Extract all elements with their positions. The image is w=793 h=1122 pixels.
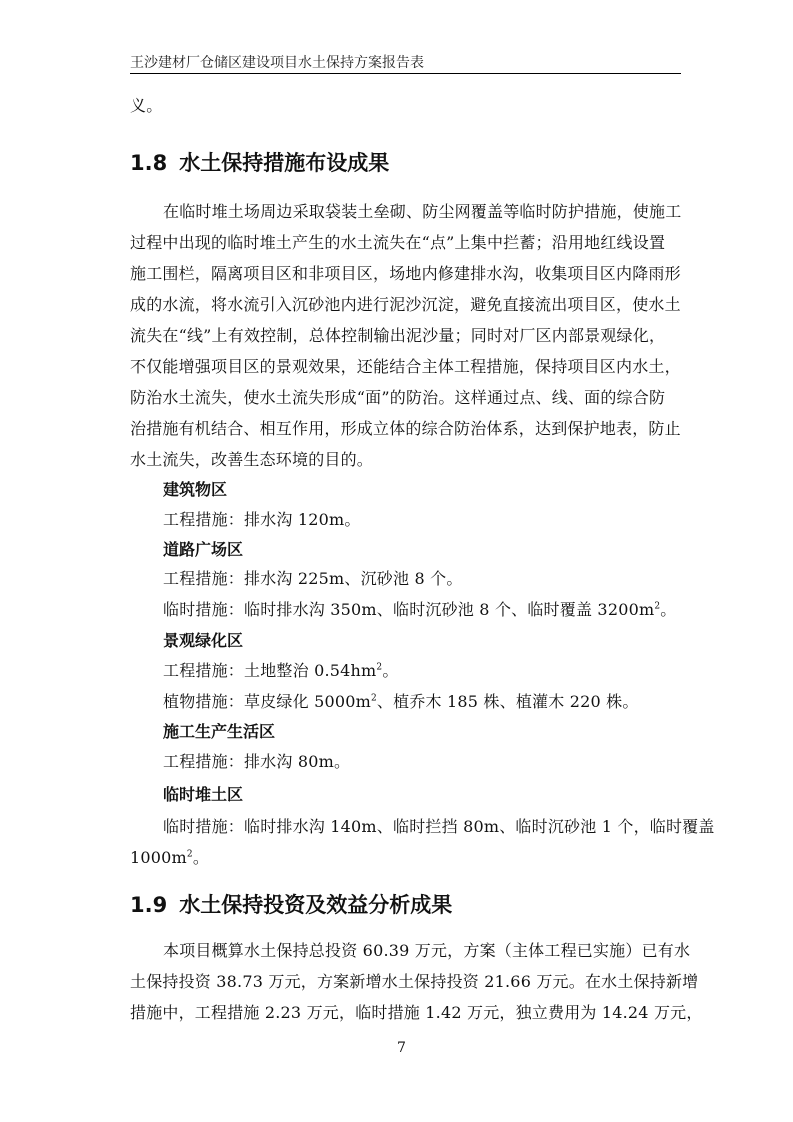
- section-title: 水土保持措施布设成果: [179, 151, 390, 175]
- zone-heading-roads: 道路广场区: [163, 540, 244, 559]
- header-divider: [130, 73, 681, 74]
- paragraph-line: 成的水流，将水流引入沉砂池内进行泥沙沉淀，避免直接流出项目区，使水土: [130, 295, 681, 314]
- measure-line: 工程措施：排水沟 120m。: [163, 510, 361, 529]
- measure-line: 工程措施：排水沟 225m、沉砂池 8 个。: [163, 569, 463, 588]
- zone-heading-landscape: 景观绿化区: [163, 631, 244, 650]
- paragraph-line: 土保持投资 38.73 万元，方案新增水土保持投资 21.66 万元。在水土保持新增: [130, 972, 699, 991]
- zone-heading-construction: 施工生产生活区: [163, 722, 276, 741]
- measure-line: 植物措施：草皮绿化 $5000m^2$、植乔木 185 株、植灌木 220 株。: [163, 692, 639, 711]
- section-number: 1.9: [130, 893, 168, 917]
- measure-line: $1000m^2$。: [130, 848, 210, 867]
- page-number: 7: [397, 1040, 406, 1056]
- measure-line: 临时措施：临时排水沟 140m、临时拦挡 80m、临时沉砂池 1 个，临时覆盖: [163, 817, 715, 836]
- zone-heading-stockpile: 临时堆土区: [163, 785, 244, 804]
- paragraph-line: 措施中，工程措施 2.23 万元，临时措施 1.42 万元，独立费用为 14.24 万元，: [130, 1003, 703, 1022]
- paragraph-line: 施工围栏，隔离项目区和非项目区，场地内修建排水沟，收集项目区内降雨形: [130, 264, 681, 283]
- measure-line: 工程措施：土地整治 $0.54hm^2$。: [163, 661, 399, 680]
- paragraph-line: 不仅能增强项目区的景观效果，还能结合主体工程措施，保持项目区内水土，: [130, 357, 681, 376]
- carry-over-line: 义。: [130, 96, 163, 115]
- section-heading-1-8: [130, 147, 389, 177]
- paragraph-line: 在临时堆土场周边采取袋装土垒砌、防尘网覆盖等临时防护措施，使施工: [163, 202, 682, 221]
- zone-heading-buildings: 建筑物区: [163, 480, 228, 499]
- paragraph-line: 水土流失，改善生态环境的目的。: [130, 450, 374, 469]
- paragraph-line: 本项目概算水土保持总投资 60.39 万元，方案（主体工程已实施）已有水: [163, 941, 691, 960]
- paragraph-line: 流失在“线”上有效控制，总体控制输出泥沙量；同时对厂区内部景观绿化，: [130, 326, 666, 345]
- measure-line: 工程措施：排水沟 80m。: [163, 752, 351, 771]
- section-number: 1.8: [130, 151, 168, 175]
- paragraph-line: 过程中出现的临时堆土产生的水土流失在“点”上集中拦蓄；沿用地红线设置: [130, 233, 666, 252]
- paragraph-line: 治措施有机结合、相互作用，形成立体的综合防治体系，达到保护地表，防止: [130, 419, 681, 438]
- section-heading-1-9: [130, 889, 452, 919]
- paragraph-line: 防治水土流失，使水土流失形成“面”的防治。这样通过点、线、面的综合防: [130, 388, 666, 407]
- measure-line: 临时措施：临时排水沟 350m、临时沉砂池 8 个、临时覆盖 $3200m^2$。: [163, 600, 677, 619]
- section-title: 水土保持投资及效益分析成果: [179, 893, 453, 917]
- running-header: 王沙建材厂仓储区建设项目水土保持方案报告表: [130, 55, 424, 71]
